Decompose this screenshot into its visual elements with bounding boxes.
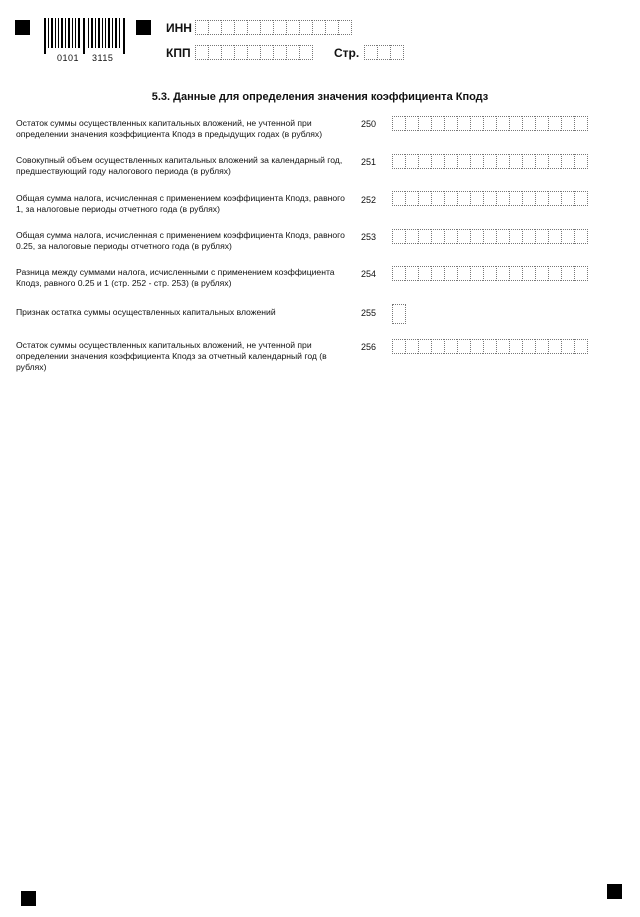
corner-marker-bottom-left (21, 891, 36, 906)
corner-marker-bottom-right (607, 884, 622, 899)
section-title: 5.3. Данные для определения значения коэффициента Кподз (151, 91, 489, 103)
row-code-250: 250 (361, 119, 377, 129)
page-field[interactable] (364, 45, 404, 60)
barcode-number-right: 3115 (92, 53, 114, 63)
row-label-250: Остаток суммы осуществленных капитальных вложений, не учтенной при определении значения коэффициента Кподз в предыдущих годах (в рублях) (16, 118, 323, 139)
row-code-251: 251 (361, 157, 377, 167)
row-field-255[interactable] (392, 304, 406, 319)
kpp-label: КПП (166, 46, 191, 60)
page-label: Стр. (334, 46, 360, 60)
row-label-255: Признак остатка суммы осуществленных капитальных вложений (16, 307, 276, 317)
row-code-256: 256 (361, 342, 377, 352)
row-code-254: 254 (361, 269, 377, 279)
row-field-253[interactable] (392, 229, 588, 244)
row-field-254[interactable] (392, 266, 588, 281)
row-field-251[interactable] (392, 154, 588, 169)
row-label-252: Общая сумма налога, исчисленная с применением коэффициента Кподз, равного 1, за налоговые периоды отчетного года (в рублях) (16, 193, 345, 214)
row-field-250[interactable] (392, 116, 588, 131)
corner-marker-top-mid (136, 20, 151, 35)
row-label-254: Разница между суммами налога, исчисленными с применением коэффициента Кподз, равного 0.25 и 1 (стр. 252 - стр. 253) (в рублях) (16, 267, 335, 288)
inn-label: ИНН (166, 21, 192, 35)
row-field-252[interactable] (392, 191, 588, 206)
row-label-251: Совокупный объем осуществленных капитальных вложений за календарный год, предшествующий году налогового периода (в рублях) (16, 155, 343, 176)
barcode-number-left: 0101 (57, 53, 80, 63)
corner-marker-top-left (15, 20, 30, 35)
barcode (44, 18, 126, 54)
row-code-253: 253 (361, 232, 377, 242)
row-field-256[interactable] (392, 339, 588, 354)
row-code-252: 252 (361, 195, 377, 205)
row-label-256: Остаток суммы осуществленных капитальных вложений, не учтенной при определении значения коэффициента Кподз за отчетный календарный год (в рублях) (16, 340, 327, 372)
kpp-field[interactable] (195, 45, 313, 60)
inn-field[interactable] (195, 20, 352, 35)
row-label-253: Общая сумма налога, исчисленная с применением коэффициента Кподз, равного 0.25, за налоговые периоды отчетного года (в рублях) (16, 230, 345, 251)
row-code-255: 255 (361, 308, 377, 318)
